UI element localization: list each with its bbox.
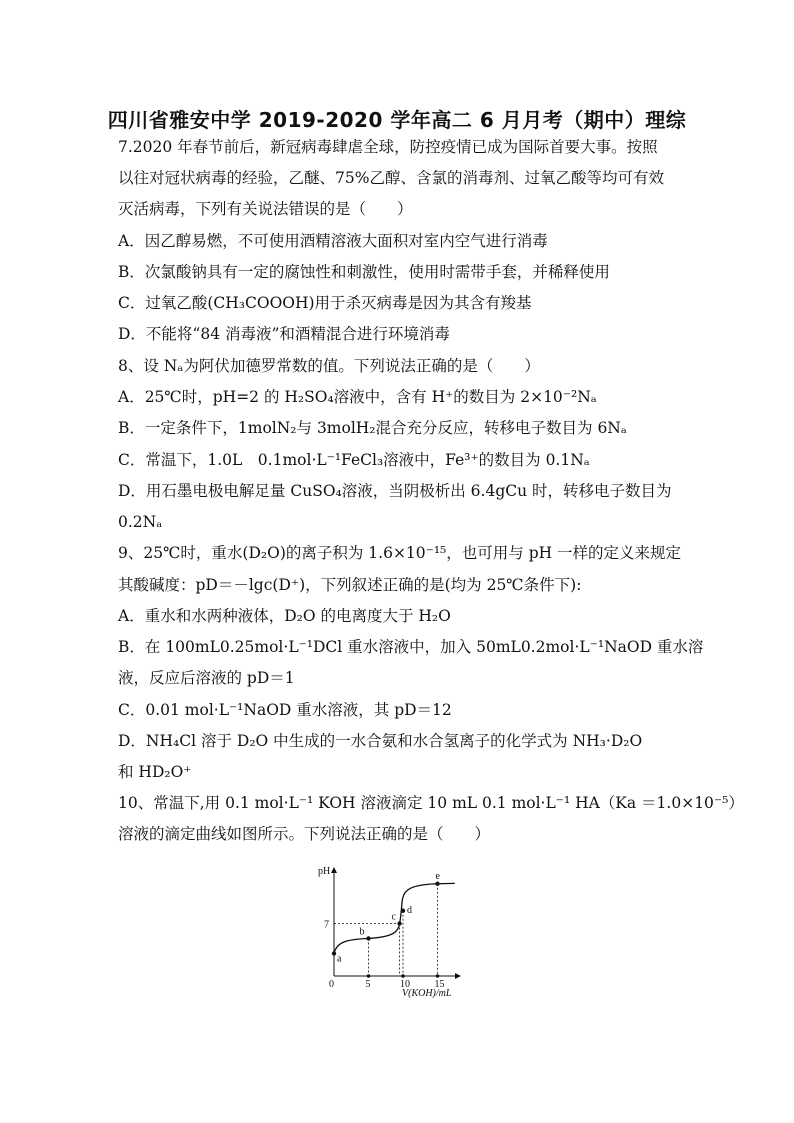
- q9-option-b-line-1: B．在 100mL0.25mol·L⁻¹DCl 重水溶液中，加入 50mL0.2mol·L⁻¹NaOD 重水溶: [118, 638, 704, 656]
- q9-stem-line-2: 其酸碱度：pD＝－lgc(D⁺)，下列叙述正确的是(均为 25℃条件下):: [118, 576, 582, 594]
- q9-option-b-line-2: 液，反应后溶液的 pD＝1: [118, 669, 295, 687]
- q7-stem-line-1: 7.2020 年春节前后，新冠病毒肆虐全球，防控疫情已成为国际首要大事。按照: [118, 138, 658, 156]
- point-label-e: e: [435, 870, 440, 882]
- x-tick-label: 5: [365, 979, 371, 990]
- x-tick-label: 10: [400, 979, 410, 990]
- q7-option-c: C．过氧乙酸(CH₃COOOH)用于杀灭病毒是因为其含有羧基: [118, 294, 532, 312]
- guide-lines: [334, 884, 438, 976]
- data-points: [332, 871, 441, 978]
- point-b: [366, 936, 370, 940]
- point-label-a: a: [337, 953, 342, 965]
- q7-stem-line-3: 灭活病毒，下列有关说法错误的是（ ）: [118, 200, 413, 218]
- axis-dot: [401, 974, 405, 978]
- point-d: [401, 909, 405, 913]
- point-label-b: b: [359, 926, 365, 938]
- titration-curve-figure: [318, 862, 468, 1002]
- point-e: [435, 882, 439, 886]
- q9-option-d-line-2: 和 HD₂O⁺: [118, 763, 192, 781]
- q7-option-d: D．不能将“84 消毒液”和酒精混合进行环境消毒: [118, 325, 450, 343]
- q7-stem-line-2: 以往对冠状病毒的经验，乙醚、75%乙醇、含氯的消毒剂、过氧乙酸等均可有效: [118, 169, 664, 187]
- q8-option-d-line-2: 0.2Nₐ: [118, 513, 163, 531]
- q8-option-c: C．常温下，1.0L 0.1mol·L⁻¹FeCl₃溶液中，Fe³⁺的数目为 0.1Nₐ: [118, 451, 590, 469]
- q7-option-b: B．次氯酸钠具有一定的腐蚀性和刺激性，使用时需带手套，并稀释使用: [118, 263, 610, 281]
- tick-labels: [324, 920, 445, 991]
- q9-option-d-line-1: D．NH₄Cl 溶于 D₂O 中生成的一水合氨和水合氢离子的化学式为 NH₃·D₂O: [118, 732, 643, 750]
- y-axis-label: pH: [318, 866, 331, 877]
- axis-dot: [367, 974, 371, 978]
- x-axis-label: V(KOH)/mL: [402, 988, 452, 999]
- q9-option-c: C．0.01 mol·L⁻¹NaOD 重水溶液，其 pD＝12: [118, 701, 452, 719]
- point-label-d: d: [407, 904, 412, 916]
- q10-stem-line-2: 溶液的滴定曲线如图所示。下列说法正确的是（ ）: [118, 825, 491, 843]
- q9-option-a: A．重水和水两种液体，D₂O 的电离度大于 H₂O: [118, 607, 451, 625]
- point-a: [332, 951, 336, 955]
- q8-option-b: B．一定条件下，1molN₂与 3molH₂混合充分反应，转移电子数目为 6Nₐ: [118, 419, 627, 437]
- q8-option-d-line-1: D．用石墨电极电解足量 CuSO₄溶液，当阴极析出 6.4gCu 时，转移电子数目为: [118, 482, 672, 500]
- point-c: [397, 921, 401, 925]
- q7-option-a: A．因乙醇易燃，不可使用酒精溶液大面积对室内空气进行消毒: [118, 232, 548, 250]
- x-tick-label: 0: [329, 979, 334, 990]
- titration-chart: [318, 862, 468, 1002]
- x-tick-label: 15: [434, 979, 445, 990]
- q9-stem-line-1: 9、25℃时，重水(D₂O)的离子积为 1.6×10⁻¹⁵，也可用与 pH 一样的定义来规定: [118, 544, 682, 562]
- q8-option-a: A．25℃时，pH=2 的 H₂SO₄溶液中，含有 H⁺的数目为 2×10⁻²Nₐ: [118, 388, 597, 406]
- q8-stem: 8、设 Nₐ为阿伏加德罗常数的值。下列说法正确的是（ ）: [118, 357, 540, 375]
- q10-stem-line-1: 10、常温下,用 0.1 mol·L⁻¹ KOH 溶液滴定 10 mL 0.1 mol·L⁻¹ HA（Ka ＝1.0×10⁻⁵）: [118, 794, 744, 812]
- point-label-c: c: [391, 911, 397, 923]
- axis-dot: [436, 974, 440, 978]
- page-title: 四川省雅安中学 2019-2020 学年高二 6 月月考（期中）理综: [107, 108, 687, 132]
- y-tick-label: 7: [324, 919, 329, 931]
